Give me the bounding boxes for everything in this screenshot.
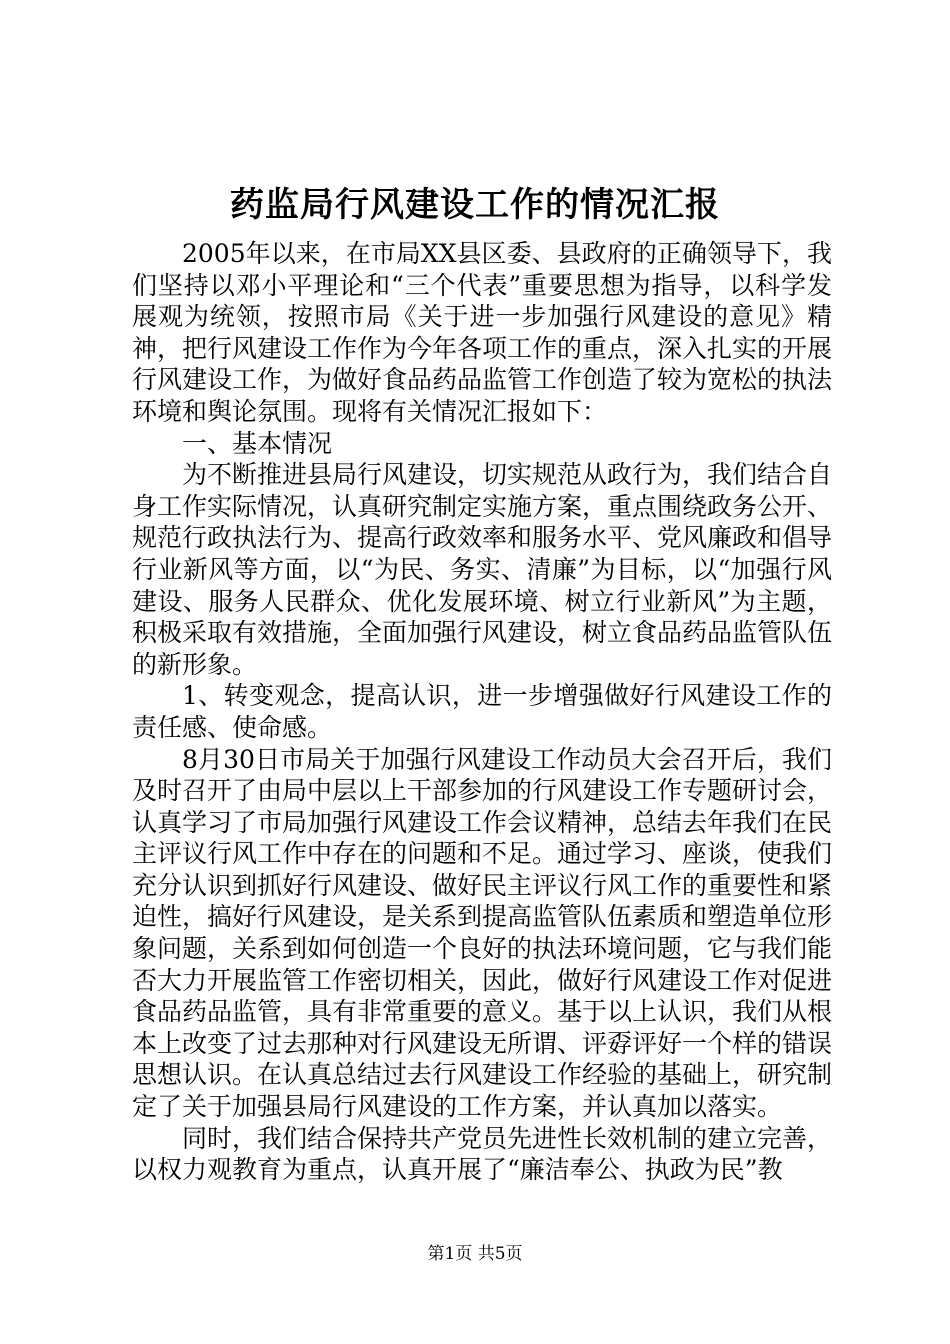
subheading-1: 1、转变观念，提高认识，进一步增强做好行风建设工作的责任感、使命感。: [132, 681, 832, 742]
paragraph-intro: 2005年以来，在市局XX县区委、县政府的正确领导下，我们坚持以邓小平理论和“三个代表”重要思想为指导，以科学发展观为统领，按照市局《关于进一步加强行风建设的意见》精神，把行风建设工作作为今年各项工作的重点，深入扎实的开展行风建设工作，为做好食品药品监管工作创造了较为宽松的执法环境和舆论氛围。现将有关情况汇报如下：: [132, 239, 833, 426]
page-footer: 第1页 共5页: [427, 1244, 523, 1264]
document-body: [132, 238, 832, 1186]
document-title: 药监局行风建设工作的情况汇报: [230, 185, 720, 225]
paragraph-basic: 为不断推进县局行风建设，切实规范从政行为，我们结合自身工作实际情况，认真研究制定实施方案，重点围绕政务公开、规范行政执法行为、提高行政效率和服务水平、党风廉政和倡导行业新风等方面，以“为民、务实、清廉”为目标，以“加强行风建设、服务人民群众、优化发展环境、树立行业新风”为主题，积极采取有效措施，全面加强行风建设，树立食品药品监管队伍的新形象。: [132, 460, 833, 679]
paragraph-meanwhile: 同时，我们结合保持共产党员先进性长效机制的建立完善，以权力观教育为重点，认真开展了“廉洁奉公、执政为民”教: [132, 1123, 833, 1185]
section-heading-basic: 一、基本情况: [182, 428, 333, 458]
paragraph-meeting: 8月30日市局关于加强行风建设工作动员大会召开后，我们及时召开了由局中层以上干部参加的行风建设工作专题研讨会，认真学习了市局加强行风建设工作会议精神，总结去年我们在民主评议行风工作中存在的问题和不足。通过学习、座谈，使我们充分认识到抓好行风建设、做好民主评议行风工作的重要性和紧迫性，搞好行风建设，是关系到提高监管队伍素质和塑造单位形象问题，关系到如何创造一个良好的执法环境问题，它与我们能否大力开展监管工作密切相关，因此，做好行风建设工作对促进食品药品监管，具有非常重要的意义。基于以上认识，我们从根本上改变了过去那种对行风建设无所谓、评孬评好一个样的错误思想认识。在认真总结过去行风建设工作经验的基础上，研究制定了关于加强县局行风建设的工作方案，并认真加以落实。: [132, 744, 833, 1122]
